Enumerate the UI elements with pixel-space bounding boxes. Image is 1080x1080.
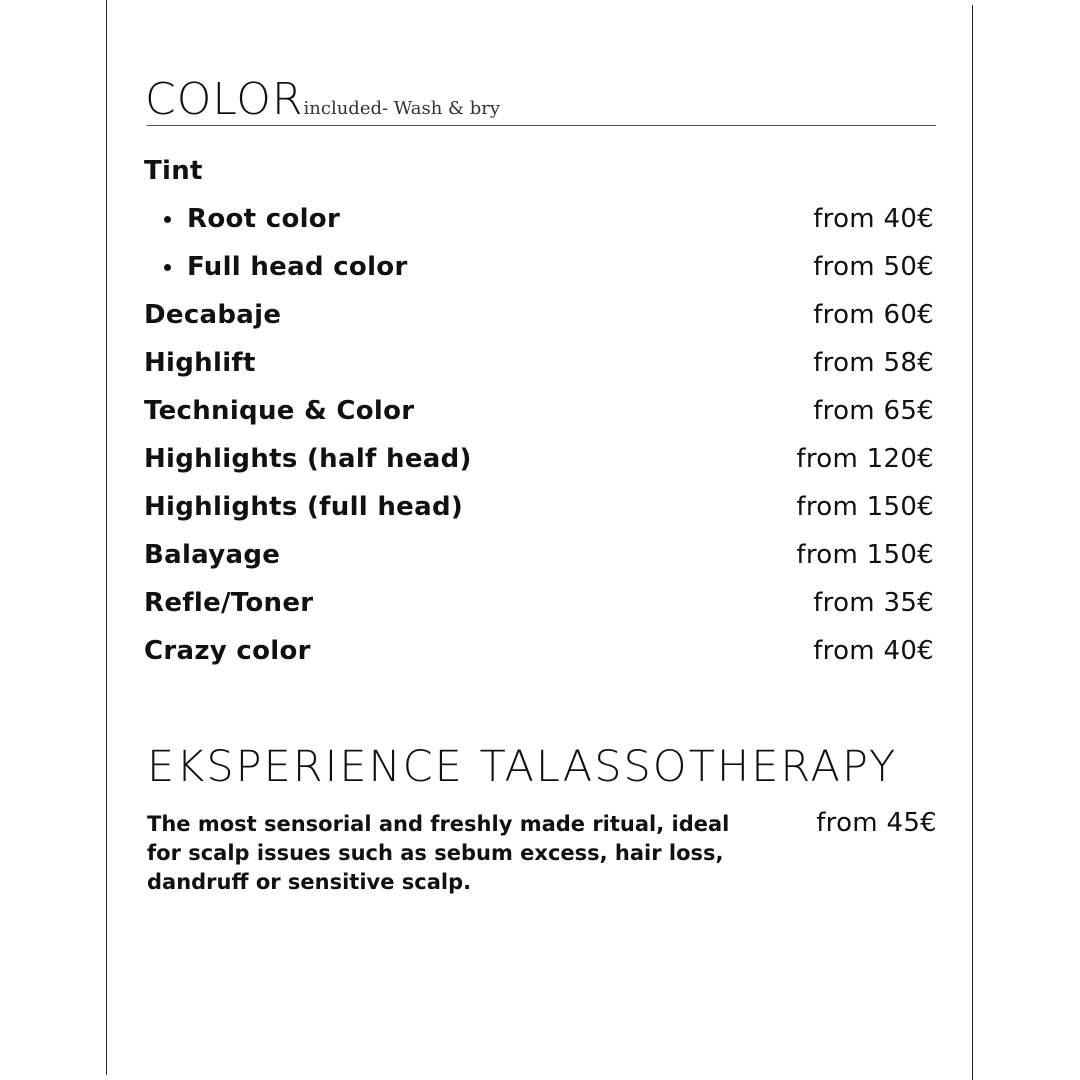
- title-divider: [147, 125, 936, 126]
- item-name: Crazy color: [144, 636, 311, 666]
- menu-item-highlights-full: [144, 483, 934, 531]
- bullet-icon: [164, 216, 171, 223]
- item-name-wrap: [144, 243, 408, 291]
- item-name: Highlights (half head): [144, 444, 472, 474]
- menu-item-balayage: [144, 531, 934, 579]
- item-name: Technique & Color: [144, 396, 415, 426]
- item-price: from 65€: [813, 396, 934, 426]
- left-border-line: [106, 0, 107, 1075]
- item-price: from 50€: [813, 252, 934, 282]
- menu-item-decabaje: [144, 291, 934, 339]
- color-title: COLOR: [145, 74, 304, 125]
- menu-item-root-color: [144, 195, 934, 243]
- menu-item-tint: [144, 147, 934, 195]
- item-price: from 120€: [796, 444, 934, 474]
- bullet-icon: [164, 264, 171, 271]
- menu-item-full-head-color: [144, 243, 934, 291]
- item-name: Highlights (full head): [144, 492, 464, 522]
- menu-item-crazy-color: [144, 627, 934, 675]
- color-section-title: [145, 74, 501, 125]
- item-name: Balayage: [144, 540, 281, 570]
- item-name: Highlift: [144, 348, 256, 378]
- item-price: from 35€: [813, 588, 934, 618]
- item-name: Tint: [144, 156, 203, 186]
- item-name: Decabaje: [144, 300, 282, 330]
- item-name: Root color: [187, 204, 341, 234]
- menu-item-technique-color: [144, 387, 934, 435]
- color-subtitle: included- Wash & bry: [303, 98, 501, 119]
- item-name: Refle/Toner: [144, 588, 314, 618]
- item-price: from 150€: [796, 540, 934, 570]
- item-price: from 40€: [813, 204, 934, 234]
- talasso-price: from 45€: [816, 808, 937, 838]
- menu-item-refle-toner: [144, 579, 934, 627]
- color-menu-list: [144, 147, 934, 675]
- item-name: Full head color: [187, 252, 408, 282]
- talasso-section-title: EKSPERIENCE TALASSOTHERAPY: [147, 742, 898, 792]
- item-name-wrap: [144, 195, 340, 243]
- right-border-line: [972, 5, 973, 1080]
- item-price: from 150€: [796, 492, 934, 522]
- talasso-description: The most sensorial and freshly made ritual, ideal for scalp issues such as sebum excess, hair loss, dandruff or sensitive scalp.: [147, 812, 730, 894]
- item-price: from 60€: [813, 300, 934, 330]
- menu-item-highlift: [144, 339, 934, 387]
- item-price: from 58€: [813, 348, 934, 378]
- menu-item-highlights-half: [144, 435, 934, 483]
- item-price: from 40€: [813, 636, 934, 666]
